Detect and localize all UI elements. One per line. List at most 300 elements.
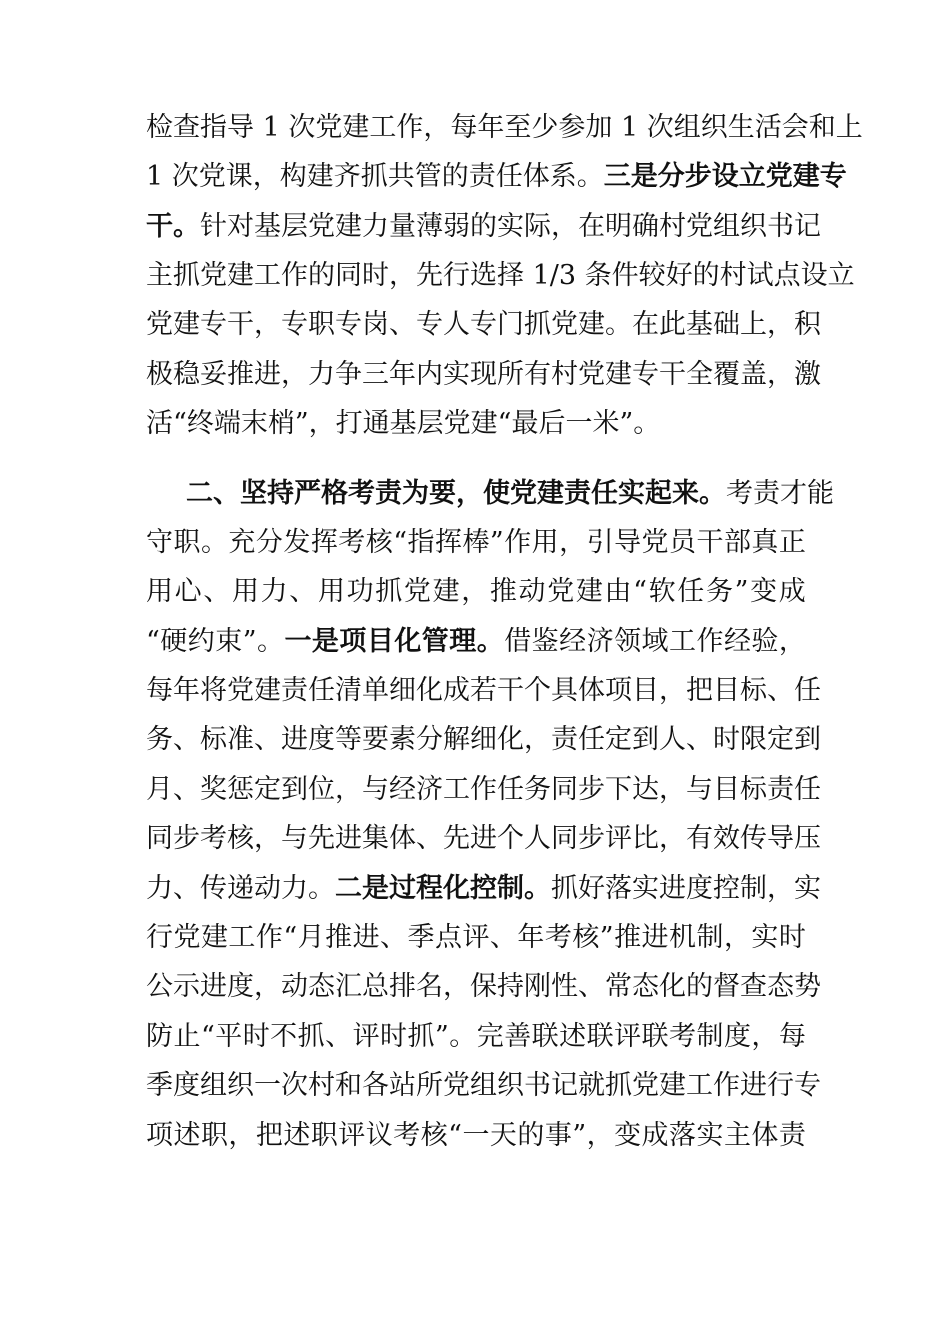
- text-char: 务: [146, 724, 173, 755]
- text-char: 最: [511, 408, 539, 439]
- text-char: 极: [146, 359, 173, 390]
- text-char: 党: [403, 576, 431, 607]
- text-char: 挥: [434, 527, 462, 558]
- text-char: 每: [778, 1021, 806, 1052]
- text-char: 进: [281, 724, 308, 755]
- text-char: 单: [362, 675, 389, 706]
- text-char: 干: [497, 675, 524, 706]
- text-char: 先: [443, 823, 470, 854]
- text-char: 的: [441, 161, 469, 192]
- text-char: 终: [186, 408, 214, 439]
- text-char: 、: [380, 922, 408, 953]
- text-char: 一: [462, 1120, 490, 1151]
- text-char: ，: [778, 626, 806, 657]
- text-char: 择: [497, 260, 524, 291]
- text-char: 查: [740, 971, 767, 1002]
- text-char: 体: [522, 161, 550, 192]
- text-char: 核: [420, 1120, 448, 1151]
- text-char: 天: [489, 1120, 517, 1151]
- text-char: 软: [648, 576, 676, 607]
- text-char: 成: [778, 576, 806, 607]
- text-char: 织: [227, 1070, 254, 1101]
- bold-text-char: ，: [456, 478, 483, 509]
- text-char: 势: [794, 971, 821, 1002]
- text-char: 建: [200, 922, 228, 953]
- text-char: 具: [551, 675, 578, 706]
- text-char: 充: [228, 527, 256, 558]
- text-char: 发: [283, 527, 311, 558]
- text-char: 准: [227, 724, 254, 755]
- text-char: 清: [335, 675, 362, 706]
- text-char: 行: [443, 260, 470, 291]
- text-char: 分: [255, 527, 283, 558]
- text-char: ，: [551, 211, 578, 242]
- text-char: 评: [462, 922, 490, 953]
- text-char: 变: [750, 576, 778, 607]
- text-char: 联: [531, 1021, 559, 1052]
- text-char: 位: [308, 774, 335, 805]
- text-char: 作: [696, 626, 724, 657]
- text-char: 进: [335, 823, 362, 854]
- text-char: 记: [794, 211, 821, 242]
- bold-text-char: 程: [416, 873, 443, 904]
- text-char: 基: [686, 309, 713, 340]
- text-char: 评: [338, 1120, 366, 1151]
- text-char: 各: [362, 1070, 389, 1101]
- text-char: 季: [407, 922, 435, 953]
- text-char: ，: [659, 774, 686, 805]
- text-char: 党: [443, 408, 471, 439]
- text-char: 。: [633, 408, 661, 439]
- text-char: 共: [387, 161, 415, 192]
- text-char: 排: [389, 971, 416, 1002]
- bold-text-char: 过: [389, 873, 416, 904]
- text-char: ”: [572, 1120, 587, 1151]
- text-char: 党: [551, 309, 578, 340]
- bold-text-char: 为: [402, 478, 429, 509]
- text-char: 年: [389, 359, 416, 390]
- text-char: 总: [362, 971, 389, 1002]
- text-char: 标: [740, 774, 767, 805]
- bold-text-char: 责: [375, 478, 402, 509]
- text-char: 建: [173, 309, 200, 340]
- text-char: ，: [254, 971, 281, 1002]
- text-char: 制: [696, 1021, 724, 1052]
- text-char: 站: [389, 1070, 416, 1101]
- text-char: 明: [605, 211, 632, 242]
- text-char: 建: [470, 408, 498, 439]
- text-char: 作: [255, 922, 283, 953]
- text-char: 与: [362, 774, 389, 805]
- text-char: 建: [254, 675, 281, 706]
- text-char: 制: [740, 873, 767, 904]
- text-char: 会: [781, 112, 809, 143]
- bold-text-char: 化: [443, 873, 470, 904]
- bold-text-char: 。: [476, 626, 504, 657]
- bold-text-char: 项: [339, 626, 367, 657]
- text-char: 事: [544, 1120, 572, 1151]
- text-char: 试: [746, 260, 774, 291]
- text-char: 1: [620, 112, 639, 143]
- bold-text-char: 。: [173, 211, 200, 242]
- text-char: 组: [470, 1070, 497, 1101]
- text-char: 述: [283, 1120, 311, 1151]
- text-char: 此: [659, 309, 686, 340]
- text-char: 建: [227, 260, 254, 291]
- text-char: ，: [767, 873, 794, 904]
- text-char: 。: [256, 626, 284, 657]
- text-char: [524, 256, 533, 296]
- text-char: 抓: [551, 873, 578, 904]
- paragraph-line: [146, 967, 821, 1007]
- text-char: 、: [203, 576, 231, 607]
- text-char: 工: [254, 260, 281, 291]
- text-char: 党: [198, 161, 226, 192]
- text-char: 专: [416, 309, 443, 340]
- text-char: 任: [578, 724, 605, 755]
- text-char: 动: [254, 873, 281, 904]
- text-char: 步: [173, 823, 200, 854]
- text-char: ”: [734, 576, 749, 607]
- text-char: ，: [659, 823, 686, 854]
- text-char: ，: [281, 359, 308, 390]
- text-char: 织: [740, 211, 767, 242]
- text-char: 参: [558, 112, 586, 143]
- text-char: 控: [713, 873, 740, 904]
- text-char: 每: [146, 675, 173, 706]
- text-char: 把: [686, 675, 713, 706]
- bold-text-char: 建: [537, 478, 564, 509]
- text-char: 次: [288, 112, 316, 143]
- text-char: 、: [416, 823, 443, 854]
- text-char: 检: [146, 112, 173, 143]
- text-char: 核: [227, 823, 254, 854]
- text-char: 门: [497, 309, 524, 340]
- text-char: 点: [773, 260, 801, 291]
- text-char: 组: [200, 1070, 227, 1101]
- text-char: 评: [614, 1021, 642, 1052]
- text-char: 党: [200, 260, 227, 291]
- text-char: 在: [632, 309, 659, 340]
- text-char: 。: [576, 161, 604, 192]
- text-char: 专: [794, 1070, 821, 1101]
- text-char: 稳: [173, 359, 200, 390]
- text-char: 少: [531, 112, 559, 143]
- text-char: 实: [751, 922, 779, 953]
- text-char: 争: [335, 359, 362, 390]
- text-char: 村: [308, 1070, 335, 1101]
- text-char: ，: [254, 823, 281, 854]
- text-char: 党: [146, 309, 173, 340]
- text-char: 活: [146, 408, 173, 439]
- text-char: 覆: [713, 359, 740, 390]
- text-char: 通: [362, 408, 390, 439]
- paragraph-line: [146, 305, 821, 345]
- text-char: 内: [416, 359, 443, 390]
- bold-text-char: 专: [819, 161, 847, 192]
- text-char: 力: [260, 576, 288, 607]
- text-char: 的: [686, 971, 713, 1002]
- text-char: 年: [517, 922, 545, 953]
- text-char: 目: [713, 675, 740, 706]
- bold-text-char: 分: [657, 161, 685, 192]
- text-char: ”: [434, 1021, 449, 1052]
- text-char: 同: [551, 823, 578, 854]
- text-char: 。: [605, 309, 632, 340]
- bold-text-char: 目: [366, 626, 394, 657]
- text-char: 经: [389, 774, 416, 805]
- text-char: 村: [659, 211, 686, 242]
- text-char: 干: [227, 309, 254, 340]
- text-char: 次: [646, 112, 674, 143]
- text-char: 党: [686, 211, 713, 242]
- text-char: 员: [669, 527, 696, 558]
- text-char: 力: [308, 359, 335, 390]
- text-char: 织: [497, 1070, 524, 1101]
- text-char: 持: [497, 971, 524, 1002]
- text-char: 党: [227, 675, 254, 706]
- text-char: 体: [751, 1120, 779, 1151]
- text-char: ，: [723, 922, 751, 953]
- text-char: 织: [700, 112, 728, 143]
- text-char: 力: [281, 873, 308, 904]
- text-char: 党: [632, 1070, 659, 1101]
- text-char: 建: [605, 359, 632, 390]
- text-char: 考: [669, 1021, 696, 1052]
- text-char: 评: [352, 1021, 380, 1052]
- paragraph-heading-line: [146, 474, 834, 514]
- text-char: 较: [638, 260, 666, 291]
- text-char: 止: [173, 1021, 201, 1052]
- text-char: 抓: [524, 309, 551, 340]
- text-char: ，: [252, 161, 280, 192]
- text-char: 同: [335, 260, 362, 291]
- bold-text-char: 格: [321, 478, 348, 509]
- text-char: 工: [369, 112, 397, 143]
- text-char: 步: [578, 823, 605, 854]
- text-char: 书: [524, 1070, 551, 1101]
- paragraph-line: [146, 404, 806, 444]
- text-char: ，: [659, 675, 686, 706]
- text-char: 项: [605, 675, 632, 706]
- paragraph-line: [146, 256, 855, 296]
- text-char: 。: [308, 873, 335, 904]
- text-char: 激: [794, 359, 821, 390]
- text-char: ，: [254, 309, 281, 340]
- text-char: 专: [200, 309, 227, 340]
- text-char: 构: [279, 161, 307, 192]
- text-char: 、: [173, 873, 200, 904]
- text-char: 落: [605, 873, 632, 904]
- text-char: 抓: [297, 1021, 325, 1052]
- bold-text-char: 责: [564, 478, 591, 509]
- text-char: 联: [586, 1021, 614, 1052]
- bold-text-char: 是: [311, 626, 339, 657]
- text-char: 考: [726, 478, 753, 509]
- text-char: 善: [504, 1021, 532, 1052]
- bold-text-char: 坚: [240, 478, 267, 509]
- text-char: 的: [308, 260, 335, 291]
- bold-text-char: 任: [591, 478, 618, 509]
- text-char: 平: [215, 1021, 243, 1052]
- text-char: 公: [146, 971, 173, 1002]
- text-char: 建: [578, 309, 605, 340]
- bold-text-char: 化: [394, 626, 422, 657]
- text-char: 任: [308, 675, 335, 706]
- text-char: 职: [200, 1120, 228, 1151]
- bold-text-char: 三: [603, 161, 631, 192]
- bold-text-char: 实: [618, 478, 645, 509]
- text-char: 记: [551, 1070, 578, 1101]
- text-char: 责: [281, 675, 308, 706]
- text-char: 、: [173, 774, 200, 805]
- text-char: 、: [767, 675, 794, 706]
- text-char: 任: [794, 774, 821, 805]
- text-char: 梢: [267, 408, 295, 439]
- text-char: 薄: [416, 211, 443, 242]
- text-char: 落: [669, 1120, 696, 1151]
- text-char: 好: [578, 873, 605, 904]
- text-char: “: [173, 408, 187, 439]
- text-char: 态: [632, 971, 659, 1002]
- text-char: 性: [551, 971, 578, 1002]
- text-char: 将: [200, 675, 227, 706]
- text-char: 时: [362, 260, 389, 291]
- paragraph-line: [146, 918, 806, 958]
- text-char: 上: [835, 112, 863, 143]
- text-char: 工: [686, 1070, 713, 1101]
- text-char: 成: [641, 1120, 669, 1151]
- text-char: 好: [665, 260, 693, 291]
- text-char: ”: [294, 408, 309, 439]
- text-char: 度: [723, 1021, 751, 1052]
- text-char: 力: [362, 211, 389, 242]
- text-char: ，: [751, 1021, 779, 1052]
- text-char: 集: [362, 823, 389, 854]
- text-char: 细: [389, 675, 416, 706]
- text-char: 、: [489, 922, 517, 953]
- text-char: 活: [754, 112, 782, 143]
- text-char: 用: [146, 576, 173, 607]
- text-char: 所: [416, 1070, 443, 1101]
- paragraph-line: [146, 720, 821, 760]
- text-char: 人: [659, 724, 686, 755]
- text-char: “: [393, 527, 408, 558]
- text-char: 党: [315, 112, 343, 143]
- text-char: 确: [632, 211, 659, 242]
- text-char: 鉴: [531, 626, 559, 657]
- text-char: 时: [713, 724, 740, 755]
- text-char: 目: [713, 774, 740, 805]
- text-char: 建: [575, 576, 603, 607]
- text-char: 和: [808, 112, 836, 143]
- text-char: 末: [240, 408, 268, 439]
- text-char: 进: [740, 1070, 767, 1101]
- text-char: ，: [228, 1120, 256, 1151]
- text-char: ，: [308, 408, 336, 439]
- text-char: 汇: [335, 971, 362, 1002]
- text-char: 的: [517, 1120, 545, 1151]
- text-char: 度: [173, 1070, 200, 1101]
- text-char: 次: [281, 1070, 308, 1101]
- text-char: 示: [173, 971, 200, 1002]
- text-char: [280, 108, 289, 148]
- text-char: 选: [470, 260, 497, 291]
- text-char: 村: [719, 260, 747, 291]
- paragraph-line: [146, 157, 847, 197]
- bold-text-char: 管: [421, 626, 449, 657]
- text-char: 验: [751, 626, 779, 657]
- text-char: 导: [227, 112, 254, 143]
- text-char: 妥: [200, 359, 227, 390]
- text-char: ，: [389, 260, 416, 291]
- text-char: 责: [753, 478, 780, 509]
- text-char: [163, 157, 172, 197]
- text-char: 实: [794, 873, 821, 904]
- text-char: 用: [231, 576, 259, 607]
- paragraph-line: [146, 108, 863, 148]
- text-char: 要: [362, 724, 389, 755]
- text-char: 约: [187, 626, 215, 657]
- text-char: 三: [362, 359, 389, 390]
- text-char: 递: [227, 873, 254, 904]
- text-char: 、: [389, 309, 416, 340]
- text-char: 述: [173, 1120, 201, 1151]
- paragraph-line: [146, 671, 821, 711]
- text-char: 若: [470, 675, 497, 706]
- paragraph-line: [146, 770, 821, 810]
- text-char: 、: [325, 1021, 353, 1052]
- text-char: 体: [578, 675, 605, 706]
- text-char: 齐: [333, 161, 361, 192]
- text-char: 挥: [310, 527, 338, 558]
- bold-text-char: 控: [470, 873, 497, 904]
- text-char: 建: [342, 112, 370, 143]
- text-char: 下: [605, 774, 632, 805]
- text-char: 后: [538, 408, 566, 439]
- text-char: 化: [497, 724, 524, 755]
- bold-text-char: 设: [711, 161, 739, 192]
- text-char: 点: [434, 922, 462, 953]
- text-char: 。: [449, 1021, 477, 1052]
- bold-text-char: 二: [186, 478, 213, 509]
- text-char: 1: [262, 112, 280, 143]
- text-char: 比: [632, 823, 659, 854]
- text-char: 惩: [227, 774, 254, 805]
- text-char: 到: [794, 724, 821, 755]
- text-char: 把: [255, 1120, 283, 1151]
- text-char: 就: [578, 1070, 605, 1101]
- text-char: 到: [281, 774, 308, 805]
- text-char: 月: [297, 922, 325, 953]
- text-char: 书: [767, 211, 794, 242]
- text-char: 时: [778, 922, 806, 953]
- text-char: 联: [641, 1021, 669, 1052]
- text-char: 传: [200, 873, 227, 904]
- text-char: 核: [572, 922, 600, 953]
- text-char: 专: [470, 309, 497, 340]
- text-char: 针: [200, 211, 227, 242]
- text-char: 任: [794, 675, 821, 706]
- text-char: 米: [592, 408, 620, 439]
- bold-text-char: 起: [645, 478, 672, 509]
- text-char: ，: [767, 359, 794, 390]
- text-char: 行: [146, 922, 173, 953]
- text-char: 基: [254, 211, 281, 242]
- text-char: 务: [524, 774, 551, 805]
- text-char: 真: [751, 527, 779, 558]
- text-char: 进: [659, 873, 686, 904]
